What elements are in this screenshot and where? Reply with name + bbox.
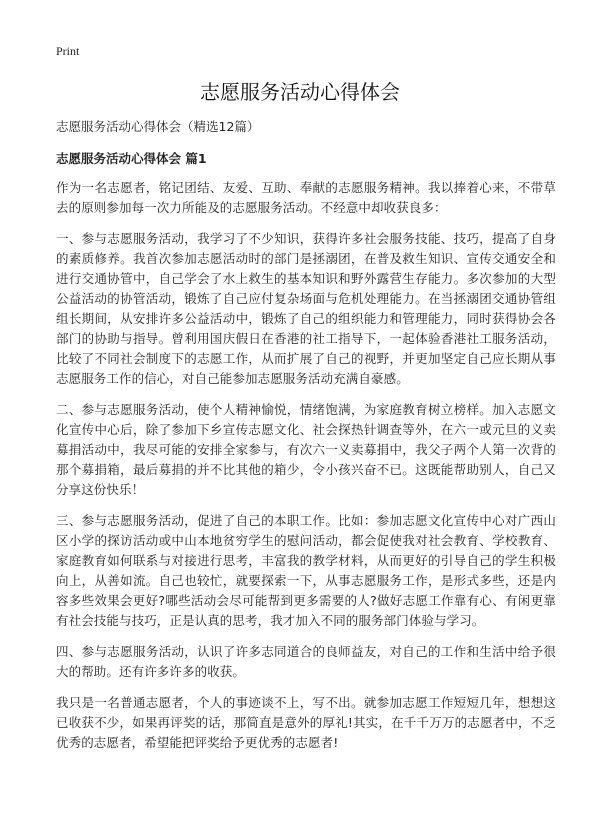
article-body bbox=[56, 118, 556, 764]
paragraph-4: 四、参与志愿服务活动，认识了许多志同道合的良师益友，对自己的工作和生活中给予很大的帮助。还有许多许多的收获。 bbox=[56, 644, 556, 679]
section-heading: 志愿服务活动心得体会 篇1 bbox=[56, 151, 207, 166]
paragraph-2: 二、参与志愿服务活动，使个人精神愉悦，情绪饱满，为家庭教育树立榜样。加入志愿文化宣传中心后，除了参加下乡宣传志愿文化、社会探热针调查等外，在六一或元旦的义卖募捐活动中，我尽可能的安排全家参与，有次六一义卖募捐中，我父子两个人第一次背的那个募捐箱，最后募捐的并不比其他的箱少，令小孩兴奋不已。这既能帮助别人，自己又分享这份快乐！ bbox=[56, 402, 556, 497]
print-link[interactable]: Print bbox=[56, 44, 80, 58]
paragraph-intro: 作为一名志愿者，铭记团结、友爱、互助、奉献的志愿服务精神。我以捧着心来，不带草去的原则参加每一次力所能及的志愿服务活动。不经意中却收获良多： bbox=[56, 180, 556, 215]
paragraph-closing: 我只是一名普通志愿者，个人的事迹谈不上，写不出。就参加志愿工作短短几年，想想这已收获不少，如果再评奖的话，那简直是意外的厚礼!其实，在千千万万的志愿者中，不乏优秀的志愿者，希望能把评奖给予更优秀的志愿者! bbox=[56, 695, 556, 750]
page-title: 志愿服务活动心得体会 bbox=[200, 80, 400, 104]
subtitle: 志愿服务活动心得体会（精选12篇） bbox=[56, 119, 260, 134]
paragraph-1: 一、参与志愿服务活动，我学习了不少知识，获得许多社会服务技能、技巧，提高了自身的素质修养。我首次参加志愿活动时的部门是拯溺团，在普及救生知识、宣传交通安全和进行交通协管中，自己学会了水上救生的基本知识和野外露营生存能力。多次参加的大型公益活动的协管活动，锻炼了自己应付复杂场面与危机处理能力。在当拯溺团交通协管组组长期间，从安排许多公益活动中，锻炼了自己的组织能力和管理能力，同时获得协会各部门的协助与指导。曾利用国庆假日在香港的社工指导下，一起体验香港社工服务活动，比较了不同社会制度下的志愿工作，从而扩展了自己的视野，并更加坚定自己应长期从事志愿服务工作的信心，对自己能参加志愿服务活动充满自豪感。 bbox=[56, 231, 556, 386]
paragraph-3: 三、参与志愿服务活动，促进了自己的本职工作。比如：参加志愿文化宣传中心对广西山区小学的探访活动或中山本地贫穷学生的慰问活动，都会促使我对社会教育、学校教育、家庭教育如何联系与对接进行思考，丰富我的教学材料，从而更好的引导自己的学生积极向上，从善如流。自己也较忙，就要探索一下，从事志愿服务工作，是形式多些，还是内容多些效果会更好?哪些活动会尽可能帮到更多需要的人?做好志愿工作靠有心、有闲更靠有社会技能与技巧，正是认真的思考，我才加入不同的服务部门体验与学习。 bbox=[56, 513, 556, 628]
